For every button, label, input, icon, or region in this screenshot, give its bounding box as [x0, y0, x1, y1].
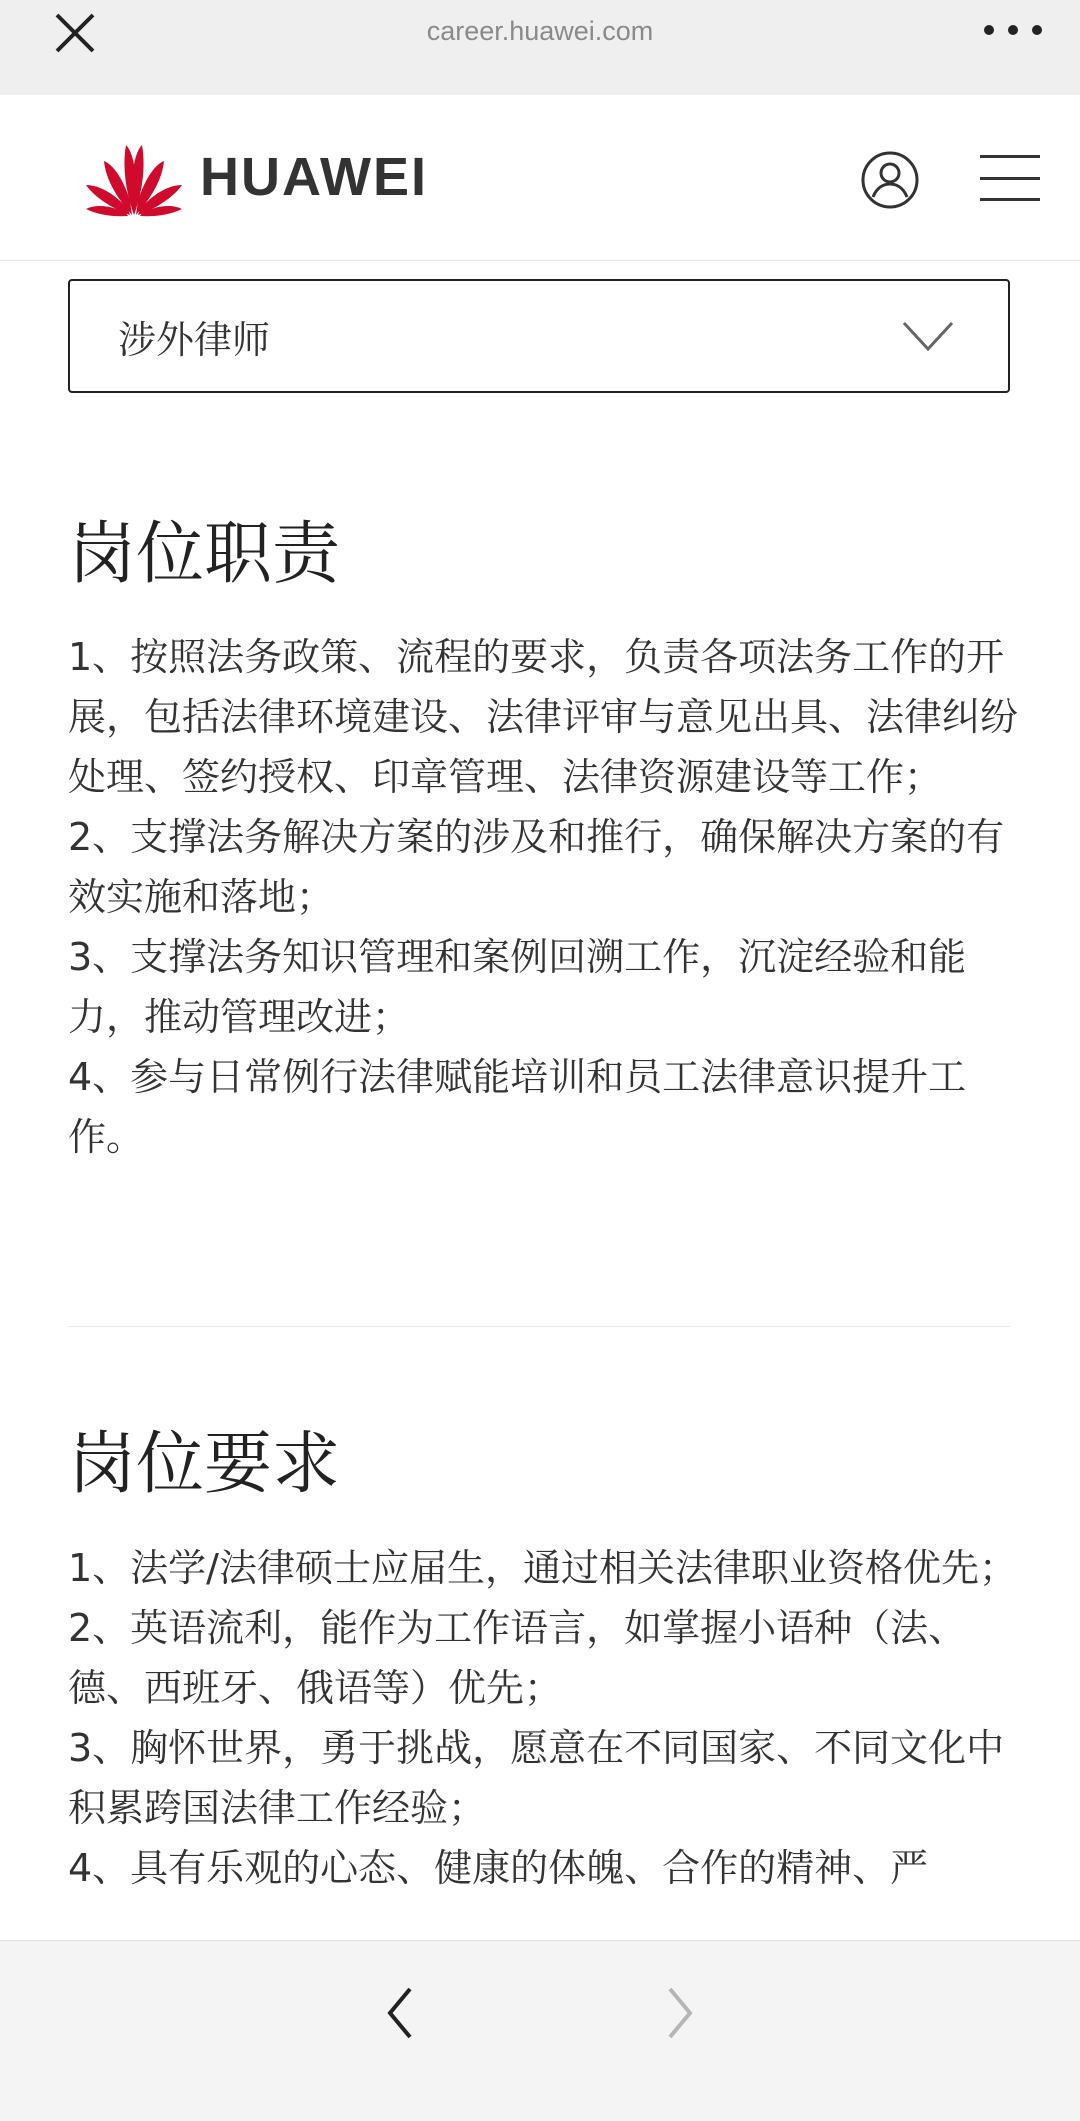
- more-icon: [984, 25, 994, 35]
- chevron-left-icon: [380, 1981, 420, 2045]
- back-button[interactable]: [380, 1981, 420, 2045]
- hamburger-icon: [980, 155, 1040, 158]
- user-icon: [860, 150, 920, 210]
- position-select[interactable]: [68, 279, 1010, 393]
- list-item: 3、支撑法务知识管理和案例回溯工作，沉淀经验和能力，推动管理改进；: [68, 935, 967, 1039]
- list-item: 2、英语流利，能作为工作语言，如掌握小语种（法、德、西班牙、俄语等）优先；: [68, 1606, 967, 1710]
- forward-button[interactable]: [660, 1981, 700, 2045]
- browser-bottom-bar: [0, 1940, 1080, 2121]
- requirements-section: [68, 1410, 1018, 1507]
- list-item: 2、支撑法务解决方案的涉及和推行，确保解决方案的有效实施和落地；: [68, 815, 1005, 919]
- chevron-down-icon: [902, 321, 954, 351]
- account-button[interactable]: [860, 150, 920, 210]
- position-select-value: 涉外律师: [118, 317, 271, 362]
- browser-top-bar: [0, 0, 1080, 95]
- responsibilities-title: 岗位职责: [68, 515, 341, 594]
- close-icon: [54, 12, 96, 54]
- list-item: 4、具有乐观的心态、健康的体魄、合作的精神、严: [68, 1846, 929, 1890]
- close-button[interactable]: [54, 12, 96, 54]
- list-item: 1、法学/法律硕士应届生，通过相关法律职业资格优先；: [68, 1546, 1017, 1590]
- responsibilities-section: [68, 500, 1018, 597]
- huawei-petal-icon: [80, 137, 188, 217]
- huawei-logo[interactable]: [80, 137, 428, 217]
- list-item: 4、参与日常例行法律赋能培训和员工法律意识提升工作。: [68, 1055, 967, 1159]
- responsibilities-list: [68, 627, 1018, 1167]
- requirements-list: [68, 1538, 1018, 1898]
- list-item: 1、按照法务政策、流程的要求，负责各项法务工作的开展，包括法律环境建设、法律评审与意见出具、法律纠纷处理、签约授权、印章管理、法律资源建设等工作；: [68, 635, 1019, 799]
- brand-name: HUAWEI: [200, 147, 428, 207]
- more-button[interactable]: [984, 16, 1042, 44]
- list-item: 3、胸怀世界，勇于挑战，愿意在不同国家、不同文化中积累跨国法律工作经验；: [68, 1726, 1005, 1830]
- url-text: career.huawei.com: [426, 16, 654, 46]
- chevron-right-icon: [660, 1981, 700, 2045]
- section-divider: [68, 1326, 1010, 1327]
- site-header: [0, 95, 1080, 261]
- menu-button[interactable]: [980, 155, 1040, 201]
- requirements-title: 岗位要求: [68, 1425, 341, 1504]
